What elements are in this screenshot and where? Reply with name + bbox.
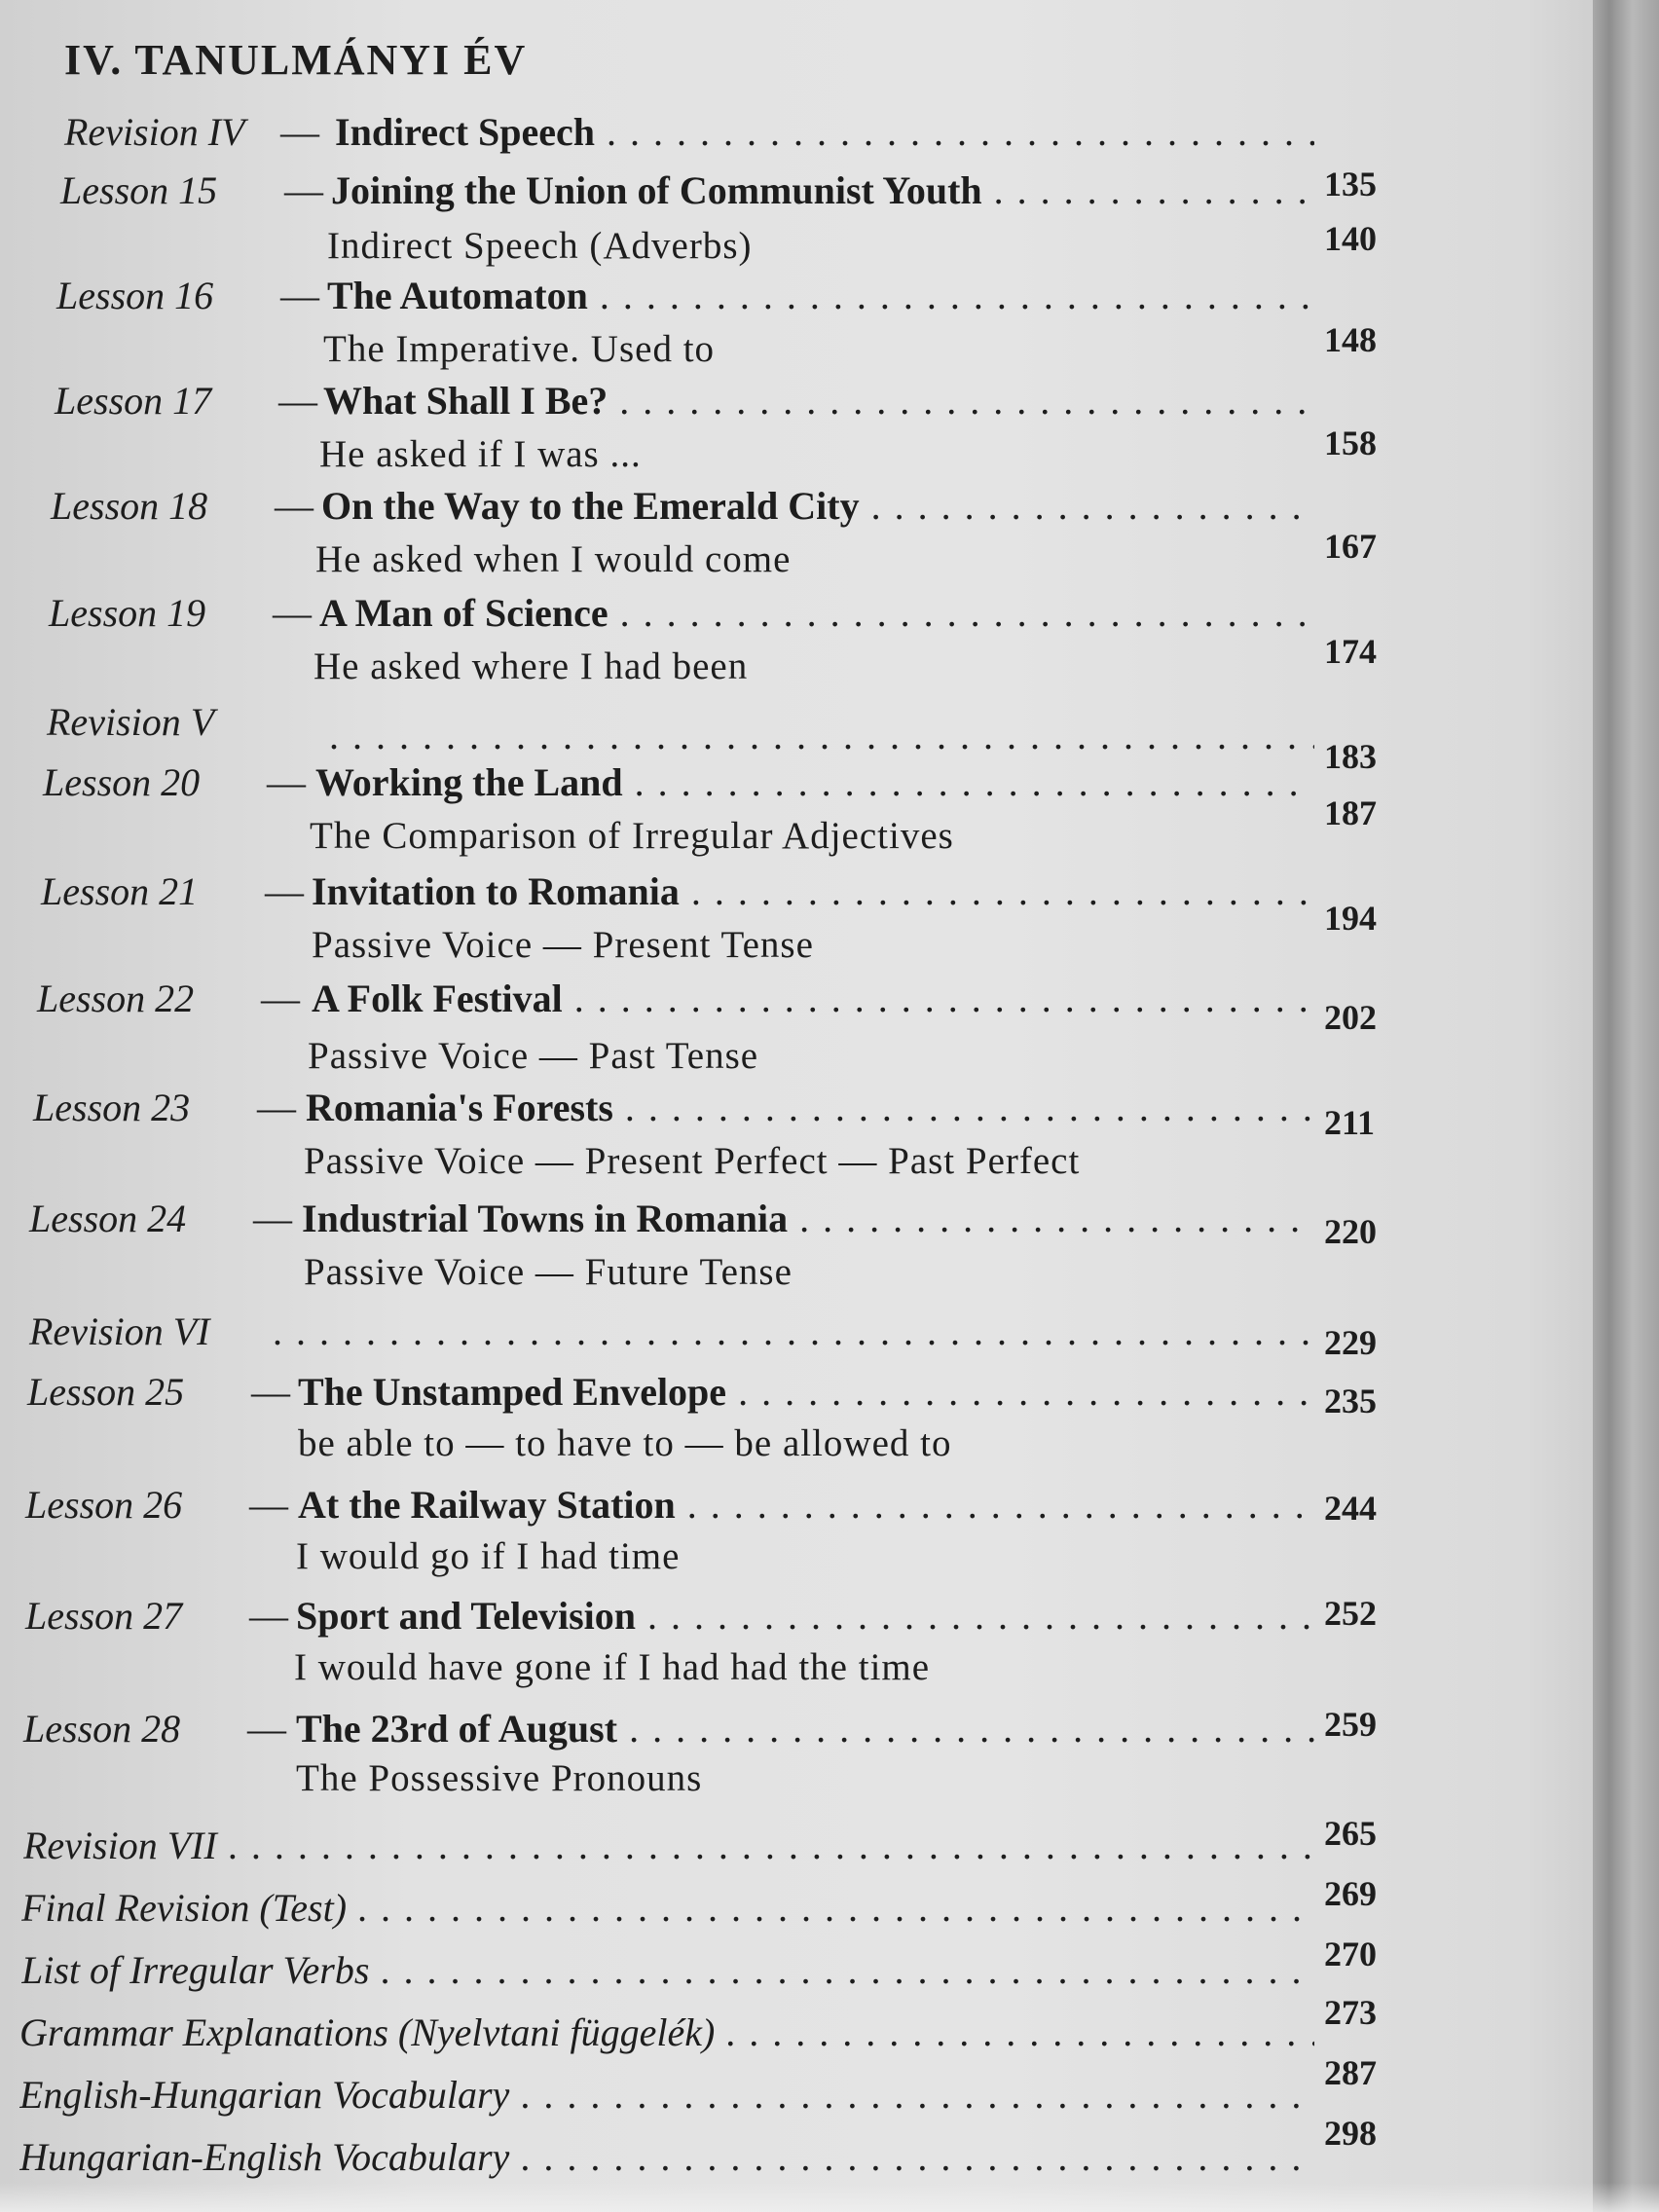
entry-title: At the Railway Station . . .	[298, 1482, 1314, 1528]
entry-subtitle: He asked if I was ...	[319, 433, 642, 475]
page-number: 298	[1324, 2114, 1377, 2153]
entry-label: Lesson 22	[37, 977, 195, 1020]
entry-label: Lesson 19	[49, 591, 206, 635]
page-number: 202	[1324, 998, 1377, 1037]
entry-label: Lesson 26	[25, 1483, 183, 1527]
entry-dash: —	[251, 1370, 290, 1414]
entry-label: Lesson 25	[27, 1370, 185, 1414]
toc-entry-irregular-verbs	[21, 1935, 1421, 2008]
entry-subtitle: Indirect Speech (Adverbs)	[327, 225, 753, 267]
page-number: 194	[1324, 899, 1377, 938]
entry-title: The 23rd of August . . .	[296, 1706, 1314, 1751]
toc-entry-lesson-23	[33, 1085, 1421, 1201]
entry-subtitle: He asked where I had been	[313, 645, 749, 687]
toc-entry-lesson-24	[29, 1196, 1421, 1312]
page-number: 135	[1324, 165, 1377, 203]
entry-title: Sport and Television . . .	[296, 1593, 1314, 1639]
entry-subtitle: Passive Voice — Past Tense	[308, 1035, 759, 1077]
entry-title: A Man of Science . . .	[319, 590, 1314, 636]
entry-label: Lesson 24	[29, 1197, 187, 1240]
page-number: 187	[1324, 793, 1377, 832]
entry-subtitle: The Comparison of Irregular Adjectives	[310, 815, 954, 857]
entry-subtitle: Passive Voice — Present Perfect — Past Perfect	[304, 1140, 1081, 1182]
entry-dash: —	[247, 1707, 286, 1751]
entry-title: The Unstamped Envelope . . .	[298, 1369, 1314, 1415]
page-number: 265	[1324, 1814, 1377, 1853]
toc-entry-english-hungarian	[19, 2053, 1421, 2132]
entry-label: Lesson 18	[51, 484, 208, 528]
toc-entry-lesson-16	[56, 273, 1421, 389]
entry-label: Revision VI	[29, 1309, 210, 1353]
page-number: 183	[1324, 737, 1377, 776]
entry-title: Final Revision (Test) . . .	[21, 1885, 1314, 1931]
entry-label: Lesson 23	[33, 1086, 191, 1129]
page-number: 167	[1324, 527, 1377, 566]
entry-dash: —	[280, 110, 319, 154]
entry-title: Working the Land . . .	[315, 759, 1314, 805]
dot-leader	[329, 713, 1314, 758]
page-number: 244	[1324, 1489, 1377, 1528]
page-number: 270	[1324, 1935, 1377, 1973]
entry-title: A Folk Festival . . .	[312, 976, 1314, 1021]
page-number: 148	[1324, 320, 1377, 359]
entry-dash: —	[249, 1483, 288, 1527]
toc-entry-lesson-26	[25, 1482, 1421, 1599]
entry-label: Lesson 20	[43, 760, 201, 804]
page-number: 140	[1324, 219, 1377, 258]
entry-label: Lesson 16	[56, 274, 214, 317]
toc-entry-lesson-15	[60, 167, 1421, 284]
entry-label: Revision IV	[64, 110, 245, 154]
entry-title: Revision VII . . .	[23, 1823, 1314, 1868]
entry-dash: —	[265, 869, 304, 913]
entry-title: On the Way to the Emerald City . . .	[321, 483, 1314, 529]
entry-label: Lesson 15	[60, 168, 218, 212]
entry-title: Hungarian-English Vocabulary . . .	[19, 2134, 1314, 2180]
toc-entry-lesson-28	[23, 1706, 1421, 1823]
entry-subtitle: Passive Voice — Present Tense	[312, 924, 814, 966]
page-number: 174	[1324, 632, 1377, 671]
toc-entry-lesson-20	[43, 759, 1421, 876]
entry-subtitle: The Imperative. Used to	[323, 328, 716, 370]
page-number: 259	[1324, 1705, 1377, 1744]
entry-dash: —	[280, 274, 319, 317]
page-number: 269	[1324, 1874, 1377, 1913]
entry-label: Lesson 27	[25, 1594, 183, 1638]
bottom-fade	[0, 2183, 1659, 2212]
page-number: 229	[1324, 1323, 1377, 1362]
entry-label: Lesson 21	[41, 869, 199, 913]
toc-entry-grammar-explanations	[19, 1993, 1421, 2070]
page-number: 235	[1324, 1382, 1377, 1420]
entry-subtitle: Passive Voice — Future Tense	[304, 1251, 793, 1293]
page-number: 211	[1324, 1103, 1376, 1142]
entry-label: Lesson 17	[55, 379, 212, 423]
entry-dash: —	[284, 168, 323, 212]
entry-dash: —	[275, 484, 313, 528]
entry-title: Invitation to Romania . . .	[312, 868, 1314, 914]
entry-subtitle: I would have gone if I had had the time	[294, 1646, 931, 1688]
section-heading: IV. TANULMÁNYI ÉV	[64, 36, 528, 84]
toc-entry-revision-vii	[23, 1814, 1421, 1883]
entry-subtitle: The Possessive Pronouns	[296, 1757, 703, 1799]
entry-subtitle: I would go if I had time	[296, 1535, 681, 1577]
dot-leader	[273, 1309, 1314, 1354]
entry-title: List of Irregular Verbs . . .	[21, 1947, 1314, 1993]
toc-entry-lesson-25	[27, 1369, 1421, 1486]
entry-dash: —	[249, 1594, 288, 1638]
toc-entry-lesson-19	[49, 590, 1421, 707]
page-number: 220	[1324, 1212, 1377, 1251]
entry-label: Revision V	[47, 700, 215, 744]
page-number: 252	[1324, 1594, 1377, 1633]
toc-entry-lesson-27	[25, 1593, 1421, 1710]
toc-entry-lesson-18	[51, 483, 1421, 600]
entry-dash: —	[253, 1197, 292, 1240]
entry-dash: —	[278, 379, 317, 423]
entry-dash: —	[273, 591, 312, 635]
entry-title: Grammar Explanations (Nyelvtani függelék) . . .	[19, 2009, 1314, 2055]
entry-dash: —	[261, 977, 300, 1020]
page-number: 158	[1324, 424, 1377, 462]
entry-subtitle: He asked when I would come	[315, 538, 792, 580]
toc-entry-lesson-17	[55, 378, 1421, 495]
entry-dash: —	[257, 1086, 296, 1129]
toc-entry-lesson-21	[41, 868, 1421, 985]
entry-title: Romania's Forests . . .	[306, 1085, 1314, 1130]
toc-entry-lesson-22	[37, 976, 1421, 1092]
page-edge	[1593, 0, 1659, 2212]
entry-title: Indirect Speech . . .	[335, 109, 1314, 155]
page-number: 287	[1324, 2053, 1377, 2092]
page-number: 273	[1324, 1993, 1377, 2032]
entry-title: What Shall I Be? . . .	[323, 378, 1314, 424]
entry-title: Industrial Towns in Romania . . .	[302, 1196, 1314, 1241]
entry-label: Lesson 28	[23, 1707, 181, 1751]
entry-title: Joining the Union of Communist Youth . . .	[331, 167, 1314, 213]
entry-title: English-Hungarian Vocabulary . . .	[19, 2072, 1314, 2118]
entry-dash: —	[267, 760, 306, 804]
entry-subtitle: be able to — to have to — be allowed to	[298, 1422, 952, 1464]
toc-entry-final-revision	[21, 1874, 1421, 1945]
entry-title: The Automaton . . .	[327, 273, 1314, 318]
